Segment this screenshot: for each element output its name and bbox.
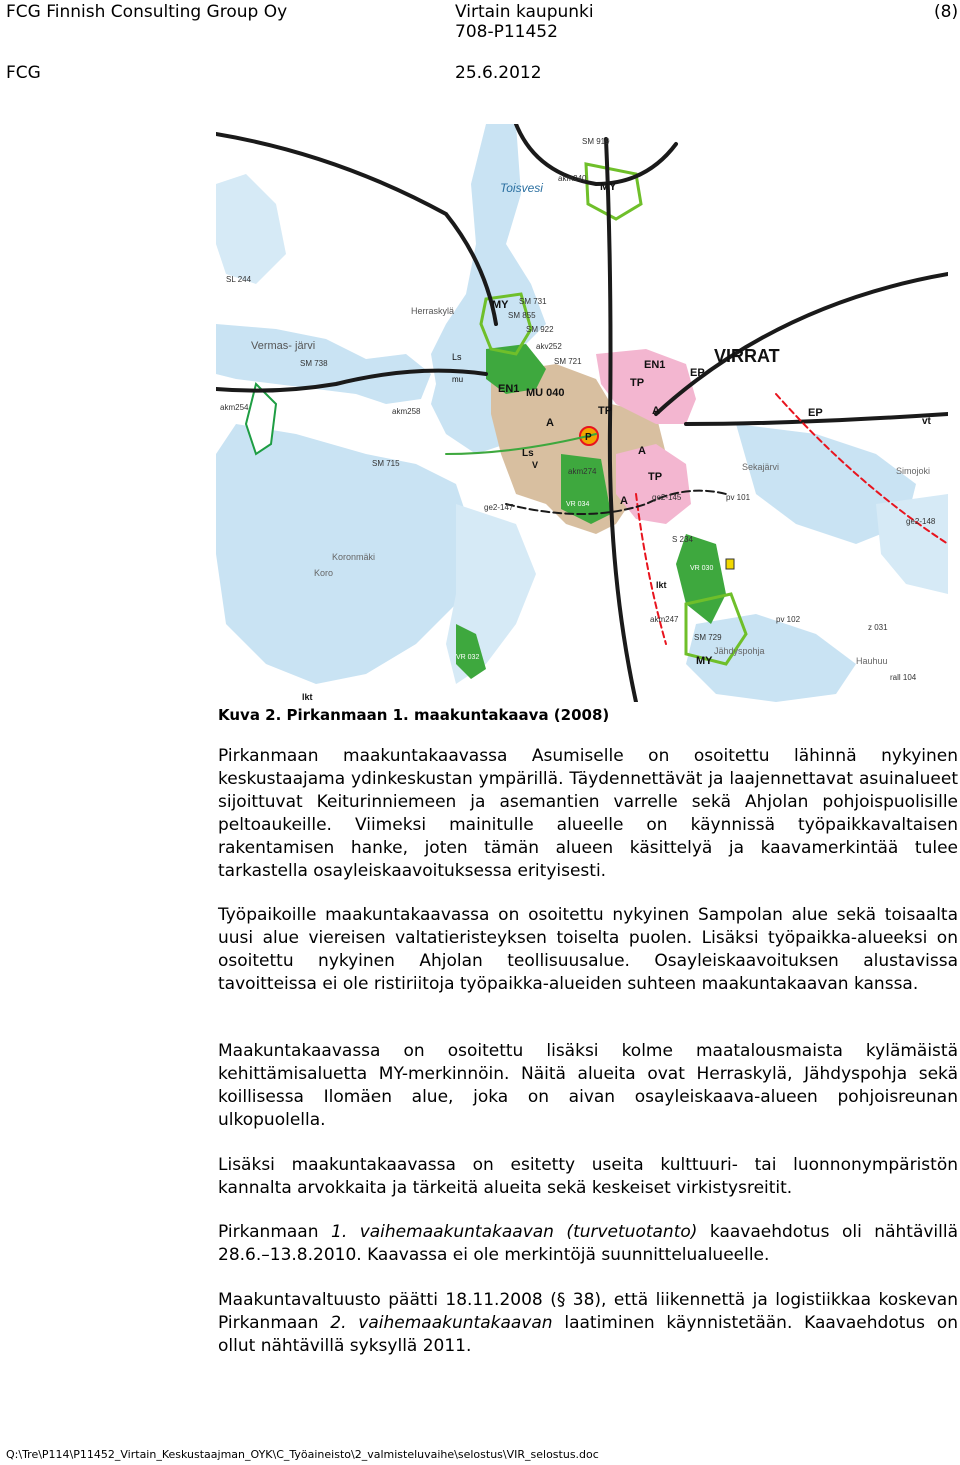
header-project-code: 708-P11452 xyxy=(455,22,558,42)
label-ge2-145: ge2-145 xyxy=(652,493,682,502)
label-lkt-mid: lkt xyxy=(656,580,667,590)
label-akm274: akm274 xyxy=(568,467,597,476)
label-rall104: rall 104 xyxy=(890,673,917,682)
label-sm738: SM 738 xyxy=(300,359,328,368)
label-sm729: SM 729 xyxy=(694,633,722,642)
label-en1-left: EN1 xyxy=(498,383,520,395)
header-client: Virtain kaupunki xyxy=(455,2,594,22)
label-sm855: SM 855 xyxy=(508,311,536,320)
paragraph-phase2 xyxy=(218,1289,958,1358)
label-jahdyspohja: Jähdyspohja xyxy=(714,646,765,656)
figure-caption: Kuva 2. Pirkanmaan 1. maakuntakaava (2008) xyxy=(218,706,610,724)
paragraph-workplaces: Työpaikoille maakuntakaavassa on osoitettu nykyinen Sampolan alue sekä toisaalta uusi alue viereisen valtatieristeyksen toiselta puolen. Lisäksi työpaikka-alueeksi on osoitettu nykyinen Ahjolan teollisuusalue. Osayleiskaavoituksen alustavissa tavoitteissa ei ole ristiriitoja työpaikka-alueiden suhteen maakuntakaavan kanssa. xyxy=(218,905,958,994)
phase1-text-c: kaavaehdotus oli nähtävillä 28.6.–13.8.2010. Kaavassa ei ole merkintöjä suunnittelualueelle. xyxy=(218,1222,959,1265)
label-sm919: SM 919 xyxy=(582,137,610,146)
phase2-text-a: Maakuntavaltuusto päätti 18.11.2008 (§ 38), että liikennettä ja logistiikkaa koskevan Pirkanmaan xyxy=(218,1290,958,1333)
label-sm721: SM 721 xyxy=(554,357,582,366)
phase2-plan-name: 2. vaihemaakuntakaavan xyxy=(330,1313,553,1333)
label-mu: mu xyxy=(452,375,464,384)
label-pv102: pv 102 xyxy=(776,615,801,624)
label-sm715: SM 715 xyxy=(372,459,400,468)
label-sekajarvi: Sekajärvi xyxy=(742,462,780,472)
label-ep-top: EP xyxy=(690,367,705,379)
label-virrat: VIRRAT xyxy=(714,346,780,366)
label-mu040: MU 040 xyxy=(526,387,565,399)
phase1-text-a: Pirkanmaan xyxy=(218,1222,331,1242)
label-vermasjarvi: Vermas- järvi xyxy=(251,340,316,352)
label-a4: A xyxy=(620,495,628,507)
label-en1-right: EN1 xyxy=(644,359,666,371)
label-hauhuu: Hauhuu xyxy=(856,656,888,666)
label-v1: V xyxy=(532,460,539,470)
header-date: 25.6.2012 xyxy=(455,63,542,83)
yellow-marker xyxy=(726,559,734,569)
footer-file-path: Q:\Tre\P114\P11452_Virtain_Keskustaajman_OYK\C_Työaineisto\2_valmisteluvaihe\selostus\VIR_selostus.doc xyxy=(6,1448,599,1461)
phase1-plan-name: 1. vaihemaakuntakaavan (turvetuotanto) xyxy=(331,1222,698,1242)
label-ls-top: Ls xyxy=(452,352,462,362)
phase2-text-c: laatiminen käynnistetään. Kaavaehdotus on ollut nähtävillä syksyllä 2011. xyxy=(218,1313,958,1356)
label-s234: S 234 xyxy=(672,535,693,544)
label-sl244: SL 244 xyxy=(226,275,252,284)
label-akm247: akm247 xyxy=(650,615,679,624)
label-sm731: SM 731 xyxy=(519,297,547,306)
label-vr032: VR 032 xyxy=(456,654,480,661)
paragraph-villages: Maakuntakaavassa on osoitettu lisäksi kolme maatalousmaista kylämäistä kehittämisaluetta MY-merkinnöin. Näitä alueita ovat Herraskylä, Jähdyspohja sekä koillisessa Ilomäen alue, joka on aivan osayleiskaava-alueen pohjoisreunan ulkopuolella. xyxy=(218,1041,958,1130)
label-pv101: pv 101 xyxy=(726,493,751,502)
header-company-short: FCG xyxy=(6,63,41,83)
label-vr034: VR 034 xyxy=(566,501,590,508)
label-simojoki: Simojoki xyxy=(896,466,931,476)
label-akm240: akm240 xyxy=(558,174,587,183)
label-vr030: VR 030 xyxy=(690,565,714,572)
label-a1: A xyxy=(546,417,554,429)
label-koronmaki: Koronmäki xyxy=(332,552,376,562)
label-ge2-148: ge2-148 xyxy=(906,517,936,526)
header-page: (8) xyxy=(934,2,959,22)
label-ge2-147: ge2-147 xyxy=(484,503,514,512)
label-p-symbol: P xyxy=(585,432,592,443)
label-toisvesi: Toisvesi xyxy=(500,181,543,195)
label-ep-right: EP xyxy=(808,407,823,419)
label-akm254: akm254 xyxy=(220,403,249,412)
label-ls-bottom: Ls xyxy=(522,448,534,459)
label-vt: vt xyxy=(922,416,931,427)
label-a3: A xyxy=(638,445,646,457)
label-akv252: akv252 xyxy=(536,342,562,351)
paragraph-cultural: Lisäksi maakuntakaavassa on esitetty useita kulttuuri- tai luonnonympäristön kannalta arvokkaita ja tärkeitä alueita sekä keskeiset virkistysreitit. xyxy=(218,1155,958,1198)
label-tp2: TP xyxy=(598,405,613,417)
label-herraskyla: Herraskylä xyxy=(411,306,455,316)
label-a2: A xyxy=(652,405,660,417)
paragraph-housing: Pirkanmaan maakuntakaavassa Asumiselle on osoitettu lähinnä nykyinen keskustaajama ydinkeskustan ympärillä. Täydennettävät ja laajennettavat asuinalueet sijoittuvat Keiturinniemeen ja asemantien varrelle sekä Ahjolan pohjoispuolisille peltoaukeille. Viimeksi mainitulle alueelle on käynnissä työpaikkavaltaisen rakentamisen hanke, joten tämän alueen käsittelyä ja kaavamerkintää tulee tarkastella osayleiskaavoituksessa erityisesti. xyxy=(218,746,958,881)
label-tp3: TP xyxy=(648,471,663,483)
label-z031: z 031 xyxy=(868,623,888,632)
label-sm922: SM 922 xyxy=(526,325,554,334)
regional-plan-map xyxy=(216,124,948,702)
label-tp1: TP xyxy=(630,377,645,389)
label-akm258: akm258 xyxy=(392,407,421,416)
label-koro: Koro xyxy=(314,568,334,578)
label-my-top: MY xyxy=(600,181,617,193)
label-my-bottom: MY xyxy=(696,655,713,667)
label-lkt-bottom: lkt xyxy=(302,692,313,702)
header-company: FCG Finnish Consulting Group Oy xyxy=(6,2,288,22)
paragraph-phase1 xyxy=(218,1221,958,1267)
label-my-center: MY xyxy=(492,299,509,311)
